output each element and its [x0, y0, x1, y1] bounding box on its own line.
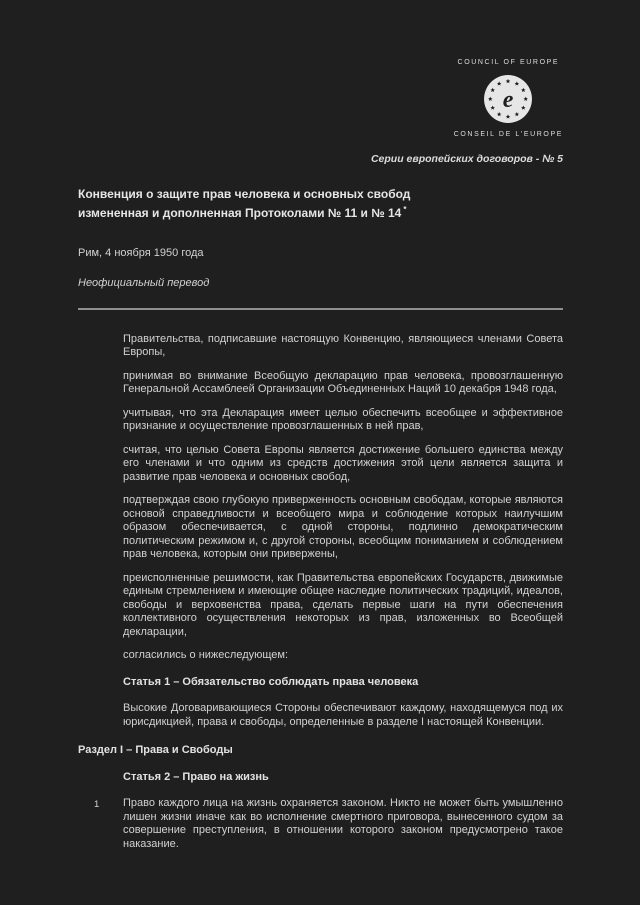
svg-text:e: e — [503, 86, 514, 113]
preamble-paragraph-6: преисполненные решимости, как Правительства европейских Государств, движимые единым стремлением и имеющие общее наследие политических традиций, идеалов, свободы и верховенства права, сделать первые шаги на пути обеспечения коллективного осуществления некоторых из прав, изложенных во Всеобщей декларации, — [123, 571, 563, 638]
preamble-paragraph-2: принимая во внимание Всеобщую декларацию прав человека, провозглашенную Генеральной Ассамблеей Организации Объединенных Наций 10 декабря 1948 года, — [123, 369, 563, 395]
title-line-2: измененная и дополненная Протоколами № 11 и № 14 — [78, 205, 402, 220]
council-of-europe-emblem-icon — [483, 74, 533, 124]
horizontal-divider — [78, 308, 563, 310]
article-1-body: Высокие Договаривающиеся Стороны обеспечивают каждому, находящемуся под их юрисдикцией, права и свободы, определенные в разделе I настоящей Конвенции. — [123, 702, 563, 728]
preamble-paragraph-1: Правительства, подписавшие настоящую Конвенцию, являющиеся членами Совета Европы, — [123, 332, 563, 358]
article-2-item-1 — [78, 797, 563, 851]
preamble-paragraph-3: учитывая, что эта Декларация имеет целью обеспечить всеобщее и эффективное признание и осуществление провозглашенных в ней прав, — [123, 406, 563, 432]
logo-text-french: CONSEIL DE L'EUROPE — [453, 130, 563, 138]
translation-note: Неофициальный перевод — [78, 277, 210, 289]
preamble-paragraph-4: считая, что целью Совета Европы является достижение большего единства между его членами и что одним из средств достижения этой цели является защита и развитие прав человека и основных свобод, — [123, 443, 563, 483]
logo-text-english: COUNCIL OF EUROPE — [457, 59, 560, 66]
logo-block — [78, 0, 563, 141]
place-date-line: Рим, 4 ноября 1950 года — [78, 246, 204, 259]
title-line-1: Конвенция о защите прав человека и основных свобод — [78, 186, 411, 201]
council-of-europe-logo — [454, 56, 563, 141]
article-2-heading: Статья 2 – Право на жизнь — [123, 770, 269, 783]
preamble-section — [78, 333, 563, 663]
article-1-heading: Статья 1 – Обязательство соблюдать права человека — [123, 675, 419, 688]
article-2-item-1-text: Право каждого лица на жизнь охраняется законом. Никто не может быть умышленно лишен жизни иначе как во исполнение смертного приговора, вынесенного судом за совершение преступления, в отношении которого законом предусмотрено такое наказание. — [123, 797, 563, 850]
section-1-heading: Раздел I – Права и Свободы — [78, 744, 233, 756]
treaty-series-label: Серии европейских договоров - № 5 — [370, 153, 563, 165]
article-2-item-1-number: 1 — [94, 799, 100, 810]
preamble-paragraph-5: подтверждая свою глубокую приверженность основным свободам, которые являются основой справедливости и всеобщего мира и соблюдение которых наилучшим образом обеспечивается, с одной стороны, подлинно демократическим политическим режимом и, с другой стороны, всеобщим пониманием и соблюдением прав человека, которым они привержены, — [123, 494, 563, 560]
preamble-paragraph-7: согласились о нижеследующем: — [123, 649, 289, 661]
title-footnote-marker: * — [403, 204, 407, 214]
document-title — [78, 187, 563, 221]
